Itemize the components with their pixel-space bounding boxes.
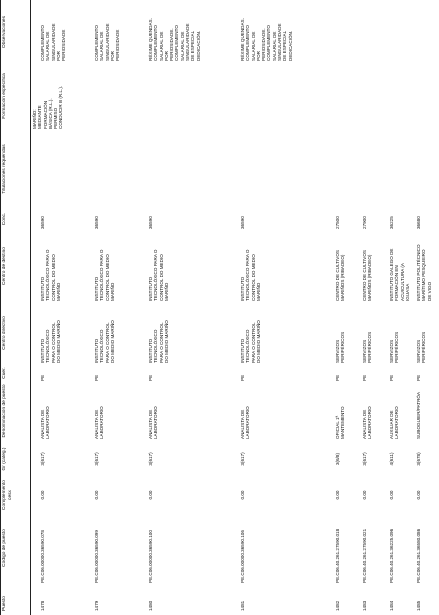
cell-centro-directivo: INSTITUTO TECNOLÓXICO PARA O CONTROL DO MEDIO MARIÑO	[94, 320, 115, 363]
cell-denominacion: AUXILIAR DE LABORATORIO	[389, 406, 400, 439]
cell-observaciones	[335, 3, 359, 61]
cell-titulaciones	[40, 131, 90, 207]
cell-observaciones	[362, 3, 386, 61]
cell-puesto: 1478	[40, 600, 45, 611]
cell-centro-destino: INSTITUTO POLITÉCNICO MARÍTIMO PESQUEIRO DE VIGO	[416, 244, 432, 301]
cell-nivel: 3(617)	[148, 452, 153, 466]
cell-observaciones	[416, 3, 438, 61]
cell-denominacion: SUBOGUIER/PATRÓA	[416, 391, 421, 439]
cell-centro-directivo: SERVIZOS PERIFÉRICOS	[362, 331, 373, 363]
cell-codigo: PE.C06.00000.36590.078	[40, 530, 45, 583]
cell-nivel: 3(617)	[40, 452, 45, 466]
cell-codigo: PE.C06.40.261.36580.086	[416, 528, 421, 583]
header-centro-destino: Centro de destino	[2, 247, 7, 285]
cell-formacion	[148, 63, 210, 129]
header-puesto: Puesto	[2, 596, 7, 611]
cell-observaciones: RÉXIME QUENDAS. COMPLEMENTO SALARIAL DE POR PERIOSIDADE. COMPLEMENTO SALARIAL DE SINGULARIDADE DE ESPECIAL DEDICACIÓN.	[240, 18, 293, 61]
header-complemento: Complemento cesx	[2, 480, 13, 510]
cell-cuerpo: PE	[416, 374, 421, 381]
cell-codigo: PE.C06.00000.36590.100	[148, 530, 153, 583]
cell-centro-directivo: INSTITUTO TECNOLÓXICO PARA O CONTROL DO MEDIO MARIÑO	[148, 320, 169, 363]
cell-complemento: 0.00	[94, 490, 99, 500]
cell-nivel: 3(617)	[362, 452, 367, 466]
header-observaciones: Observaciones	[2, 16, 7, 48]
cell-centro-destino: CENTRO DE CULTIVOS MARIÑOS (RIBADEO)	[362, 250, 373, 301]
cell-formacion	[240, 63, 302, 129]
cell-complemento: 0.00	[40, 490, 45, 500]
cell-formacion	[389, 63, 413, 129]
cell-complemento: 0.00	[362, 490, 367, 500]
cell-centro-directivo: INSTITUTO TECNOLÓXICO PARA O CONTROL DO MEDIO MARIÑO	[240, 320, 261, 363]
cell-observaciones	[389, 3, 413, 61]
cell-centro-destino: INSTITUTO GALEGO DE FORMACIÓN EN ACUICULTURA (A IGUASA	[389, 248, 410, 301]
cell-observaciones: COMPLEMENTO SALARIAL DE SINGULARIDADE POR PERIOSIDADE	[94, 23, 121, 61]
cell-formacion	[335, 63, 359, 129]
cell-codigo: PE.C06.00000.36590.099	[94, 530, 99, 583]
cell-centro-destino: INSTITUTO TECNOLÓXICO PARA O CONTROL DO MEDIO MARIÑO	[148, 249, 169, 301]
cell-complemento: 0.00	[148, 490, 153, 500]
cell-nivel: 3(617)	[240, 452, 245, 466]
cell-formacion	[362, 63, 386, 129]
cell-puesto: 1484	[389, 600, 394, 611]
cell-cdc: 36590	[40, 216, 45, 229]
cell-complemento: 0.00	[335, 490, 340, 500]
cell-codigo: PE.C06.40.261.27590.021	[362, 528, 367, 583]
cell-nivel: 3(678)	[416, 452, 421, 466]
cell-nivel: 4(611)	[389, 452, 394, 466]
cell-centro-destino: INSTITUTO TECNOLÓXICO PARA O CONTROL DO MEDIO MARIÑO	[94, 249, 115, 301]
cell-complemento: 0.00	[389, 490, 394, 500]
cell-codigo: PE.C06.40.261.27590.018	[335, 528, 340, 583]
cell-nivel: 3(6/8)	[335, 453, 340, 466]
cell-formacion	[416, 63, 438, 129]
cell-centro-destino: CENTRO DE CULTIVOS MARIÑOS (RIBADEO)	[335, 250, 346, 301]
cell-denominacion: ANALISTA DE LABORATORIO	[94, 406, 105, 439]
cell-cuerpo: PE	[240, 374, 245, 381]
cell-titulaciones	[362, 131, 386, 207]
cell-observaciones: COMPLEMENTO SALARIAL DE SINGULARIDADE POR PERIOSIDADE	[40, 23, 67, 61]
cell-denominacion: ANALISTA DE LABORATORIO	[40, 406, 51, 439]
cell-puesto: 1479	[94, 600, 99, 611]
cell-puesto: 1485	[416, 600, 421, 611]
cell-codigo: PE.C06.00000.36590.106	[240, 530, 245, 583]
cell-puesto: 1482	[335, 600, 340, 611]
cell-cdc: 27500	[335, 216, 340, 229]
cell-centro-directivo: SERVIZOS PERIFÉRICOS	[335, 331, 346, 363]
header-centro-directivo: Centro directivo	[2, 316, 7, 350]
cell-formacion	[94, 63, 144, 129]
cell-denominacion: ANALISTA DE LABORATORIO	[362, 406, 373, 439]
cell-titulaciones	[416, 131, 438, 207]
cell-denominacion: ANALISTA DE LABORATORIO	[148, 406, 159, 439]
cell-puesto: 1480	[148, 600, 153, 611]
cell-cuerpo: PE	[389, 374, 394, 381]
cell-cuerpo: PE	[362, 374, 367, 381]
cell-codigo: PE.C06.40.261.36225.096	[389, 528, 394, 583]
cell-cuerpo: PE	[40, 374, 45, 381]
cell-formacion: MARIÑO: MEDIANTE FORMACIÓN BÁSICA (R.L.). PERMISO CONDUCIR B (R.L.).	[32, 85, 64, 129]
header-codigo: Código de puesto	[2, 529, 7, 567]
cell-cdc: 36225	[389, 216, 394, 229]
cell-cdc: 36590	[94, 216, 99, 229]
header-formacion: Formación específica	[2, 73, 7, 119]
cell-cdc: 36590	[148, 216, 153, 229]
cell-titulaciones	[240, 131, 302, 207]
cell-denominacion: ANALISTA DE LABORATORIO	[240, 406, 251, 439]
cell-puesto: 1483	[362, 600, 367, 611]
cell-complemento: 0.00	[416, 490, 421, 500]
cell-centro-directivo: SERVIZOS PERIFÉRICOS	[389, 331, 400, 363]
header-cuerpo: Cuer.	[2, 367, 7, 379]
cell-nivel: 3(617)	[94, 452, 99, 466]
cell-cuerpo: PE	[335, 374, 340, 381]
cell-cuerpo: PE	[148, 374, 153, 381]
cell-centro-destino: INSTITUTO TECNOLÓXICO PARA O CONTROL DO MEDIO MARIÑO	[40, 249, 61, 301]
cell-cdc: 36590	[240, 216, 245, 229]
cell-titulaciones	[148, 131, 210, 207]
cell-complemento: 0.00	[240, 490, 245, 500]
header-denominacion: Denominación de puesto	[2, 384, 7, 438]
cell-titulaciones	[94, 131, 144, 207]
cell-cdc: 27900	[362, 216, 367, 229]
header-cdc: Conc.	[2, 212, 7, 226]
cell-puesto: 1481	[240, 600, 245, 611]
cell-titulaciones	[335, 131, 359, 207]
cell-cuerpo: PE	[94, 374, 99, 381]
cell-titulaciones	[389, 131, 413, 207]
cell-observaciones: RÉXIME QUENDAS. COMPLEMENTO SALARIAL DE POR PERIOSIDADE. COMPLEMENTO SALARIAL DE SINGULARIDADE DE ESPECIAL DEDICACIÓN.	[148, 18, 201, 61]
cell-centro-directivo: SERVIZOS PERIFÉRICOS	[416, 331, 427, 363]
cell-cdc: 36680	[416, 216, 421, 229]
header-nivel: Gr (categ.)	[2, 447, 7, 471]
cell-centro-directivo: INSTITUTO TECNOLÓXICO PARA O CONTROL DO MEDIO MARIÑO	[40, 320, 61, 363]
cell-denominacion: OFICIAL 1ª MANTEMENTO	[335, 406, 346, 439]
header-titulaciones: Titulaciones requeridas	[2, 144, 7, 194]
cell-centro-destino: INSTITUTO TECNOLÓXICO PARA O CONTROL DO MEDIO MARIÑO	[240, 249, 261, 301]
